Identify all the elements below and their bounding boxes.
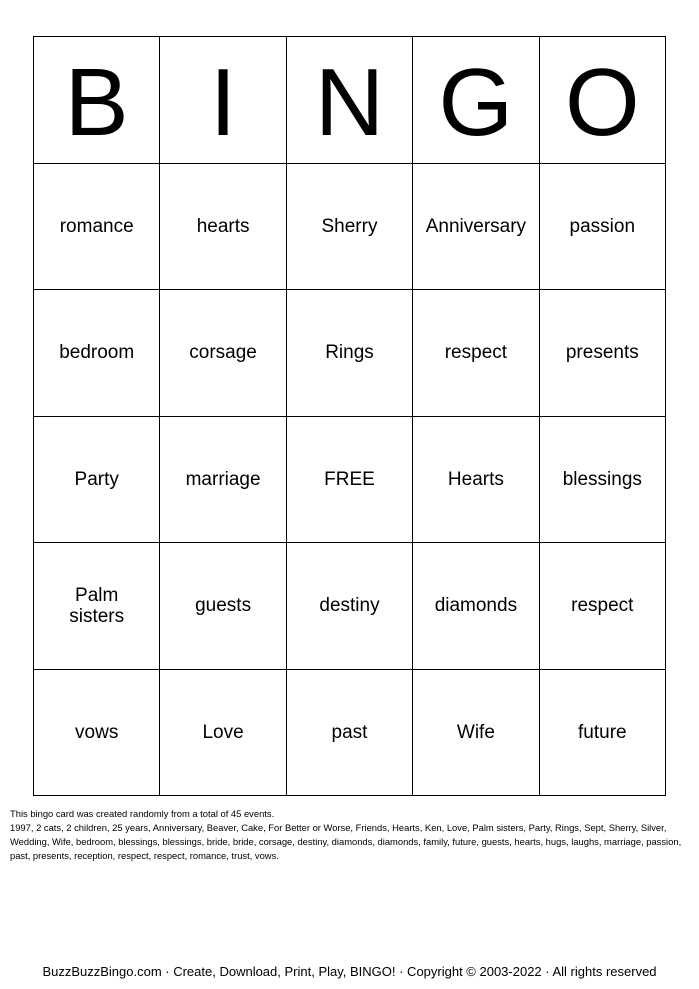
card-info-intro: This bingo card was created randomly from a total of 45 events. [10, 808, 275, 819]
bingo-cell-r2-c5: presents [540, 290, 666, 417]
bingo-cell-r1-c4: Anniversary [413, 164, 539, 291]
bingo-cell-r5-c1: vows [34, 670, 160, 797]
bingo-cell-r4-c1: Palm sisters [34, 543, 160, 670]
header-letter-g: G [413, 37, 539, 164]
bingo-cell-r4-c2: guests [160, 543, 286, 670]
bingo-cell-r1-c5: passion [540, 164, 666, 291]
bingo-cell-r5-c4: Wife [413, 670, 539, 797]
bingo-cell-r2-c2: corsage [160, 290, 286, 417]
bingo-cell-r5-c5: future [540, 670, 666, 797]
bingo-cell-r4-c4: diamonds [413, 543, 539, 670]
bingo-cell-r3-c1: Party [34, 417, 160, 544]
header-letter-b: B [34, 37, 160, 164]
bingo-cell-r2-c3: Rings [287, 290, 413, 417]
bingo-cell-r2-c1: bedroom [34, 290, 160, 417]
bingo-cell-r2-c4: respect [413, 290, 539, 417]
page-footer: BuzzBuzzBingo.com · Create, Download, Print, Play, BINGO! · Copyright © 2003-2022 · All rights reserved [42, 964, 657, 979]
bingo-cell-r3-c2: marriage [160, 417, 286, 544]
card-info-events-list: 1997, 2 cats, 2 children, 25 years, Anniversary, Beaver, Cake, For Better or Worse, Friends, Hearts, Ken, Love, Palm sisters, Party, Rings, Sept, Sherry, Silver, Wedding, Wife, bedroom, blessings, blessings, bride, bride, corsage, destiny, diamonds, diamonds, family, future, guests, hearts, hugs, laughs, marriage, passion, past, presents, reception, respect, respect, romance, trust, vows. [10, 822, 682, 861]
card-info [10, 807, 690, 863]
bingo-cell-r1-c3: Sherry [287, 164, 413, 291]
header-letter-o: O [540, 37, 666, 164]
header-letter-i: I [160, 37, 286, 164]
bingo-cell-r3-c5: blessings [540, 417, 666, 544]
bingo-card [33, 36, 666, 796]
bingo-cell-r5-c3: past [287, 670, 413, 797]
bingo-cell-r4-c5: respect [540, 543, 666, 670]
bingo-cell-r1-c2: hearts [160, 164, 286, 291]
bingo-free-space: FREE [287, 417, 413, 544]
bingo-cell-r1-c1: romance [34, 164, 160, 291]
bingo-cell-r3-c4: Hearts [413, 417, 539, 544]
bingo-cell-r4-c3: destiny [287, 543, 413, 670]
header-letter-n: N [287, 37, 413, 164]
bingo-cell-r5-c2: Love [160, 670, 286, 797]
